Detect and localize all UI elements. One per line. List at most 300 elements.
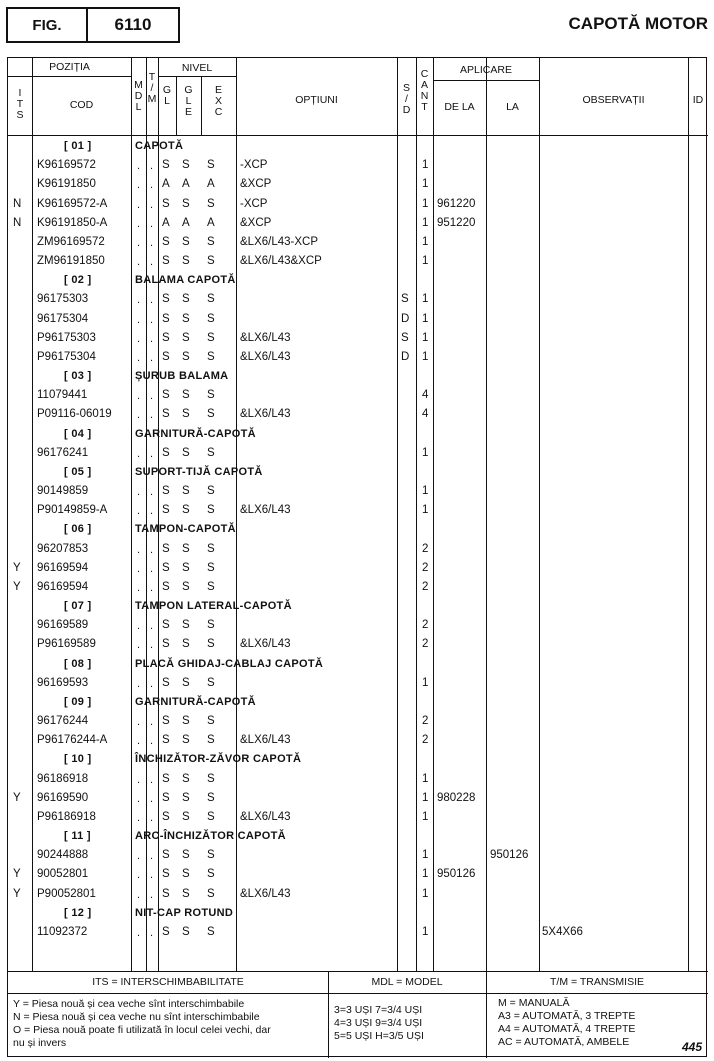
mdl-dot: .: [137, 735, 141, 748]
quantity-value: 1: [422, 504, 429, 517]
tm-dot: .: [150, 811, 154, 824]
figure-box: [6, 7, 180, 43]
nivel-gl: S: [162, 810, 170, 823]
part-code: 96169589: [37, 619, 89, 632]
nivel-gle: S: [182, 580, 190, 593]
quantity-value: 1: [422, 772, 429, 785]
header-mdl: M D L: [134, 79, 143, 113]
nivel-exc: S: [207, 197, 215, 210]
quantity-value: 1: [422, 159, 429, 172]
mdl-dot: .: [137, 620, 141, 633]
part-code: 11092372: [37, 925, 88, 938]
legend-its-line: O = Piesa nouă poate fi utilizată în locul celei vechi, dar: [13, 1024, 271, 1036]
footer-top: [8, 971, 708, 972]
quantity-value: 1: [422, 331, 429, 344]
option-value: &LX6/L43: [240, 810, 291, 823]
nivel-exc: S: [207, 868, 215, 881]
nivel-gle: S: [182, 676, 190, 689]
part-code: 96169590: [37, 791, 89, 804]
mdl-dot: .: [137, 256, 141, 269]
part-code: 96175303: [37, 293, 89, 306]
side-value: D: [401, 312, 410, 325]
nivel-exc: S: [207, 312, 215, 325]
group-position: [ 10 ]: [64, 753, 92, 766]
group-position: [ 11 ]: [64, 830, 91, 843]
header-pozitia: POZIȚIA: [49, 61, 90, 73]
option-value: &LX6/L43: [240, 638, 291, 651]
group-position: [ 09 ]: [64, 695, 92, 708]
nivel-gle: S: [182, 312, 190, 325]
mdl-dot: .: [137, 294, 141, 307]
nivel-exc: S: [207, 255, 215, 268]
tm-dot: .: [150, 677, 154, 690]
mdl-dot: .: [137, 447, 141, 460]
nivel-exc: S: [207, 331, 215, 344]
nivel-gle: S: [182, 446, 190, 459]
group-position: [ 05 ]: [64, 465, 92, 478]
part-code: P90149859-A: [37, 504, 108, 517]
option-value: &LX6/L43: [240, 504, 291, 517]
mdl-dot: .: [137, 351, 141, 364]
header-sd: S / D: [402, 82, 411, 116]
legend-its-title: ITS = INTERSCHIMBABILITATE: [92, 976, 244, 988]
quantity-value: 2: [422, 542, 429, 555]
its-value: Y: [13, 791, 21, 804]
part-code: K96169572-A: [37, 197, 108, 210]
part-code: P90052801: [37, 887, 96, 900]
mdl-dot: .: [137, 926, 141, 939]
nivel-gl: S: [162, 638, 170, 651]
quantity-value: 1: [422, 791, 429, 804]
part-code: P96186918: [37, 810, 96, 823]
mdl-dot: .: [137, 313, 141, 326]
nivel-exc: S: [207, 235, 215, 248]
quantity-value: 1: [422, 235, 429, 248]
mdl-dot: .: [137, 716, 141, 729]
group-name: ÎNCHIZĂTOR-ZĂVOR CAPOTĂ: [135, 753, 302, 766]
quantity-value: 4: [422, 389, 429, 402]
quantity-value: 1: [422, 925, 429, 938]
group-name: SUPORT-TIJĂ CAPOTĂ: [135, 465, 263, 478]
column-divider: [486, 58, 487, 971]
nivel-gl: S: [162, 504, 170, 517]
tm-dot: .: [150, 543, 154, 556]
part-code: 96169594: [37, 561, 89, 574]
mdl-dot: .: [137, 773, 141, 786]
group-position: [ 08 ]: [64, 657, 92, 670]
group-name: BALAMA CAPOTĂ: [135, 274, 236, 287]
its-value: Y: [13, 887, 21, 900]
group-name: GARNITURĂ-CAPOTĂ: [135, 695, 256, 708]
quantity-value: 1: [422, 216, 429, 229]
column-divider: [688, 58, 689, 971]
group-position: [ 12 ]: [64, 906, 92, 919]
header-divider: [158, 76, 236, 77]
group-name: ARC-ÎNCHIZĂTOR CAPOTĂ: [135, 830, 286, 843]
nivel-exc: A: [207, 178, 215, 191]
header-observatii: OBSERVAȚII: [582, 94, 645, 106]
group-name: GARNITURĂ-CAPOTĂ: [135, 427, 256, 440]
quantity-value: 1: [422, 868, 429, 881]
mdl-dot: .: [137, 850, 141, 863]
quantity-value: 1: [422, 849, 429, 862]
side-value: D: [401, 350, 410, 363]
header-aplicare: APLICARE: [460, 64, 512, 76]
nivel-gle: S: [182, 485, 190, 498]
nivel-exc: S: [207, 715, 215, 728]
page-number: 445: [681, 1040, 702, 1054]
part-code: 90244888: [37, 849, 89, 862]
header-id: ID: [692, 94, 704, 106]
tm-dot: .: [150, 160, 154, 173]
quantity-value: 2: [422, 715, 429, 728]
tm-dot: .: [150, 792, 154, 805]
nivel-gl: S: [162, 925, 170, 938]
header-optiuni: OPȚIUNI: [295, 94, 338, 106]
column-divider: [539, 58, 540, 971]
part-code: 90052801: [37, 868, 89, 881]
parts-table: [7, 57, 707, 1057]
quantity-value: 4: [422, 408, 429, 421]
header-la: LA: [506, 101, 519, 113]
nivel-gle: S: [182, 772, 190, 785]
tm-dot: .: [150, 351, 154, 364]
legend-tm-line: AC = AUTOMATĂ, AMBELE: [498, 1036, 630, 1048]
tm-dot: .: [150, 179, 154, 192]
nivel-gl: S: [162, 159, 170, 172]
part-code: P09116-06019: [37, 408, 112, 421]
tm-dot: .: [150, 639, 154, 652]
column-divider: [416, 58, 417, 971]
nivel-gl: S: [162, 293, 170, 306]
tm-dot: .: [150, 390, 154, 403]
group-name: CAPOTĂ: [135, 140, 184, 152]
group-name: PLACĂ GHIDAJ-CABLAJ CAPOTĂ: [135, 657, 324, 670]
nivel-exc: S: [207, 293, 215, 306]
nivel-exc: S: [207, 887, 215, 900]
mdl-dot: .: [137, 198, 141, 211]
nivel-gl: S: [162, 619, 170, 632]
its-value: Y: [13, 580, 21, 593]
quantity-value: 1: [422, 178, 429, 191]
option-value: &LX6/L43-XCP: [240, 235, 318, 248]
column-divider: [32, 58, 33, 971]
nivel-exc: S: [207, 849, 215, 862]
tm-dot: .: [150, 409, 154, 422]
legend-mdl-title: MDL = MODEL: [371, 976, 443, 988]
mdl-dot: .: [137, 677, 141, 690]
nivel-gl: S: [162, 791, 170, 804]
nivel-gl: S: [162, 485, 170, 498]
option-value: &LX6/L43: [240, 887, 291, 900]
side-value: S: [401, 331, 409, 344]
its-value: Y: [13, 868, 21, 881]
applied-from: 961220: [437, 197, 476, 210]
nivel-exc: S: [207, 638, 215, 651]
option-value: &XCP: [240, 178, 272, 191]
tm-dot: .: [150, 735, 154, 748]
page-title: CAPOTĂ MOTOR: [568, 14, 708, 33]
column-divider: [433, 58, 434, 971]
mdl-dot: .: [137, 332, 141, 345]
nivel-gle: S: [182, 638, 190, 651]
nivel-exc: S: [207, 446, 215, 459]
option-value: &LX6/L43: [240, 331, 291, 344]
mdl-dot: .: [137, 639, 141, 652]
tm-dot: .: [150, 294, 154, 307]
column-divider: [397, 58, 398, 971]
applied-from: 951220: [437, 216, 476, 229]
part-code: 96169594: [37, 580, 89, 593]
figure-label: FIG.: [8, 9, 88, 41]
nivel-gle: S: [182, 331, 190, 344]
nivel-exc: S: [207, 734, 215, 747]
quantity-value: 1: [422, 887, 429, 900]
header-gl: G L: [162, 84, 172, 107]
legend-tm-line: A3 = AUTOMATĂ, 3 TREPTE: [498, 1010, 636, 1022]
legend-mdl-line: 3=3 UȘI 7=3/4 UȘI: [334, 1004, 423, 1016]
nivel-exc: S: [207, 408, 215, 421]
option-value: &XCP: [240, 216, 272, 229]
tm-dot: .: [150, 256, 154, 269]
tm-dot: .: [150, 332, 154, 345]
part-code: P96175303: [37, 331, 96, 344]
nivel-exc: S: [207, 542, 215, 555]
nivel-gl: A: [162, 178, 170, 191]
nivel-gle: S: [182, 734, 190, 747]
tm-dot: .: [150, 486, 154, 499]
its-value: N: [13, 197, 22, 210]
nivel-gl: S: [162, 408, 170, 421]
mdl-dot: .: [137, 869, 141, 882]
part-code: K96191850-A: [37, 216, 108, 229]
nivel-gl: S: [162, 331, 170, 344]
mdl-dot: .: [137, 581, 141, 594]
part-code: ZM96169572: [37, 235, 105, 248]
tm-dot: .: [150, 850, 154, 863]
mdl-dot: .: [137, 179, 141, 192]
nivel-gle: S: [182, 408, 190, 421]
nivel-gl: S: [162, 389, 170, 402]
mdl-dot: .: [137, 486, 141, 499]
mdl-dot: .: [137, 409, 141, 422]
nivel-gle: S: [182, 561, 190, 574]
header-tm: T / M: [147, 71, 157, 105]
legend-its-line: N = Piesa nouă și cea veche nu sînt interschimbabile: [13, 1011, 260, 1023]
nivel-exc: S: [207, 619, 215, 632]
mdl-dot: .: [137, 888, 141, 901]
nivel-gl: S: [162, 235, 170, 248]
nivel-gle: A: [182, 178, 190, 191]
applied-from: 950126: [437, 868, 476, 881]
quantity-value: 1: [422, 676, 429, 689]
nivel-gle: S: [182, 197, 190, 210]
quantity-value: 1: [422, 293, 429, 306]
part-code: 96169593: [37, 676, 89, 689]
option-value: &LX6/L43: [240, 408, 291, 421]
tm-dot: .: [150, 198, 154, 211]
quantity-value: 2: [422, 561, 429, 574]
nivel-gle: S: [182, 255, 190, 268]
group-name: NIT-CAP ROTUND: [135, 906, 234, 919]
tm-dot: .: [150, 236, 154, 249]
option-value: &LX6/L43: [240, 350, 291, 363]
mdl-dot: .: [137, 811, 141, 824]
part-code: 96175304: [37, 312, 89, 325]
quantity-value: 1: [422, 312, 429, 325]
quantity-value: 2: [422, 580, 429, 593]
nivel-exc: S: [207, 389, 215, 402]
nivel-exc: S: [207, 676, 215, 689]
nivel-gle: S: [182, 350, 190, 363]
nivel-gl: S: [162, 561, 170, 574]
header-exc: E X C: [214, 84, 223, 118]
header-its: I T S: [16, 87, 24, 121]
nivel-exc: S: [207, 810, 215, 823]
quantity-value: 1: [422, 485, 429, 498]
tm-dot: .: [150, 620, 154, 633]
mdl-dot: .: [137, 562, 141, 575]
nivel-gle: S: [182, 542, 190, 555]
part-code: K96191850: [37, 178, 96, 191]
header-gle: G L E: [184, 84, 193, 118]
nivel-exc: S: [207, 504, 215, 517]
part-code: 96176241: [37, 446, 89, 459]
part-code: 96186918: [37, 772, 89, 785]
group-position: [ 06 ]: [64, 523, 92, 536]
nivel-exc: S: [207, 925, 215, 938]
nivel-exc: S: [207, 772, 215, 785]
nivel-exc: S: [207, 485, 215, 498]
nivel-gl: S: [162, 676, 170, 689]
group-position: [ 03 ]: [64, 370, 92, 383]
nivel-gl: S: [162, 734, 170, 747]
nivel-gle: S: [182, 887, 190, 900]
quantity-value: 2: [422, 619, 429, 632]
option-value: -XCP: [240, 159, 268, 172]
header-nivel: NIVEL: [181, 62, 213, 74]
legend-tm-line: M = MANUALĂ: [498, 997, 570, 1009]
nivel-exc: S: [207, 159, 215, 172]
nivel-gl: S: [162, 542, 170, 555]
tm-dot: .: [150, 773, 154, 786]
nivel-gle: S: [182, 925, 190, 938]
nivel-gl: S: [162, 887, 170, 900]
legend-tm-title: T/M = TRANSMISIE: [549, 976, 645, 988]
group-position: [ 01 ]: [64, 140, 92, 152]
mdl-dot: .: [137, 505, 141, 518]
nivel-gl: S: [162, 580, 170, 593]
mdl-dot: .: [137, 792, 141, 805]
nivel-gle: S: [182, 235, 190, 248]
column-divider: [131, 58, 132, 971]
nivel-gle: S: [182, 293, 190, 306]
tm-dot: .: [150, 716, 154, 729]
legend-its-line: Y = Piesa nouă și cea veche sînt interschimbabile: [13, 998, 245, 1010]
nivel-gl: S: [162, 772, 170, 785]
nivel-gle: S: [182, 389, 190, 402]
nivel-gl: S: [162, 849, 170, 862]
part-code: ZM96191850: [37, 255, 105, 268]
tm-dot: .: [150, 447, 154, 460]
header-divider: [433, 80, 539, 81]
part-code: 11079441: [37, 389, 88, 402]
nivel-gle: S: [182, 791, 190, 804]
part-code: K96169572: [37, 159, 96, 172]
nivel-gl: S: [162, 197, 170, 210]
nivel-gl: S: [162, 446, 170, 459]
nivel-gle: S: [182, 159, 190, 172]
quantity-value: 1: [422, 446, 429, 459]
tm-dot: .: [150, 217, 154, 230]
nivel-gl: S: [162, 312, 170, 325]
nivel-gl: S: [162, 868, 170, 881]
header-dela: DE LA: [444, 101, 475, 113]
quantity-value: 2: [422, 734, 429, 747]
quantity-value: 1: [422, 197, 429, 210]
header-cant: C A N T: [420, 68, 429, 113]
part-code: 96176244: [37, 715, 89, 728]
figure-number: 6110: [114, 15, 152, 34]
group-position: [ 02 ]: [64, 274, 92, 287]
nivel-gl: S: [162, 350, 170, 363]
nivel-gle: S: [182, 868, 190, 881]
legend-mdl-line: 5=5 UȘI H=3/5 UȘI: [334, 1030, 424, 1042]
group-position: [ 04 ]: [64, 427, 92, 440]
nivel-gle: S: [182, 504, 190, 517]
nivel-exc: S: [207, 791, 215, 804]
nivel-gle: S: [182, 715, 190, 728]
nivel-gle: A: [182, 216, 190, 229]
mdl-dot: .: [137, 217, 141, 230]
tm-dot: .: [150, 313, 154, 326]
option-value: -XCP: [240, 197, 268, 210]
tm-dot: .: [150, 562, 154, 575]
part-code: 90149859: [37, 485, 89, 498]
its-value: N: [13, 216, 22, 229]
quantity-value: 1: [422, 350, 429, 363]
part-code: P96175304: [37, 350, 96, 363]
mdl-dot: .: [137, 390, 141, 403]
tm-dot: .: [150, 888, 154, 901]
group-name: TAMPON-CAPOTĂ: [135, 523, 236, 536]
legend-its-line: nu și invers: [13, 1037, 67, 1049]
option-value: &LX6/L43&XCP: [240, 255, 322, 268]
applied-to: 950126: [490, 849, 529, 862]
header-bottom: [8, 135, 708, 136]
mdl-dot: .: [137, 543, 141, 556]
quantity-value: 1: [422, 255, 429, 268]
option-value: &LX6/L43: [240, 734, 291, 747]
mdl-dot: .: [137, 160, 141, 173]
header-divider: [8, 76, 131, 77]
tm-dot: .: [150, 869, 154, 882]
quantity-value: 2: [422, 638, 429, 651]
nivel-gle: S: [182, 810, 190, 823]
quantity-value: 1: [422, 810, 429, 823]
nivel-exc: S: [207, 561, 215, 574]
nivel-gl: S: [162, 715, 170, 728]
legend-mdl-line: 4=3 UȘI 9=3/4 UȘI: [334, 1017, 423, 1029]
group-name: TAMPON LATERAL-CAPOTĂ: [135, 600, 292, 613]
group-name: ȘURUB BALAMA: [135, 370, 229, 383]
side-value: S: [401, 293, 409, 306]
nivel-gl: A: [162, 216, 170, 229]
header-cod: COD: [69, 99, 94, 111]
nivel-exc: S: [207, 580, 215, 593]
mdl-dot: .: [137, 236, 141, 249]
nivel-gl: S: [162, 255, 170, 268]
